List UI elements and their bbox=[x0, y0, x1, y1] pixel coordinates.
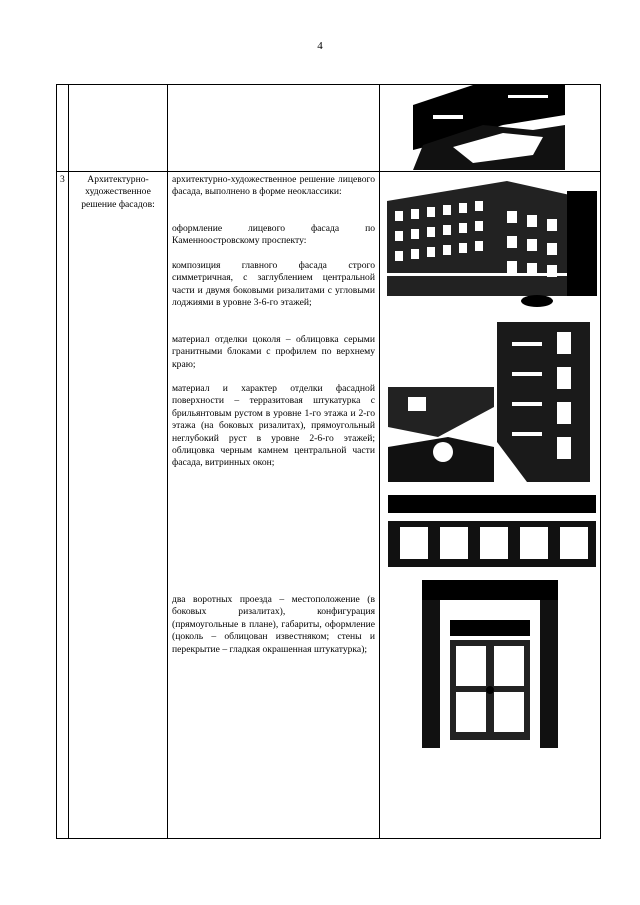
row-index: 3 bbox=[60, 174, 65, 185]
table-column-divider-3 bbox=[379, 84, 380, 839]
paragraph-plinth: материал отделки цоколя – облицовка серыми гранитными блоками с профилем по верхнему краю; bbox=[172, 334, 375, 370]
row-title: Архитектурно-художественное решение фасадов: bbox=[81, 174, 155, 210]
paragraph-facade-finish: материал и характер отделки фасадной поверхности – терразитовая штукатурка с брильянтовым рустом в уровне 1-го этажа и 2-го этажа (на боковых ризалитах), прямоугольный неглубокий руст в уровне 2-6-го этажей; облицовка черным камнем центральной части фасада, витринных окон; bbox=[172, 383, 375, 469]
page-number: 4 bbox=[317, 40, 323, 52]
photo-rustication-detail bbox=[388, 387, 494, 482]
table-column-divider-1 bbox=[68, 84, 69, 839]
paragraph-composition: композиция главного фасада строго симметричная, с заглублением центральной части и двумя боковыми ризалитами с угловыми лоджиями в уровне 3-6-го этажей; bbox=[172, 260, 375, 309]
table-border-left bbox=[56, 84, 57, 839]
photo-gateway bbox=[422, 580, 558, 748]
paragraph-facade-solution: архитектурно-художественное решение лицевого фасада, выполнено в форме неоклассики: bbox=[172, 174, 375, 198]
paragraph-gateways: два воротных проезда – местоположение (в боковых ризалитах), конфигурация (прямоугольные в плане), габариты, оформление (цоколь – облицован известняком; стены и перекрытие – гладкая окрашенная штукатурка); bbox=[172, 594, 375, 655]
photo-shopfront bbox=[388, 495, 596, 567]
table-border-right bbox=[600, 84, 601, 839]
photo-loggia-corner bbox=[497, 322, 590, 482]
table-border-bottom bbox=[56, 838, 601, 839]
table-column-divider-2 bbox=[167, 84, 168, 839]
photo-top-fragment bbox=[413, 85, 565, 170]
paragraph-prospect-facade: оформление лицевого фасада по Каменноостровскому проспекту: bbox=[172, 223, 375, 247]
table-border-row-divider bbox=[56, 171, 601, 172]
photo-main-facade bbox=[387, 181, 597, 315]
